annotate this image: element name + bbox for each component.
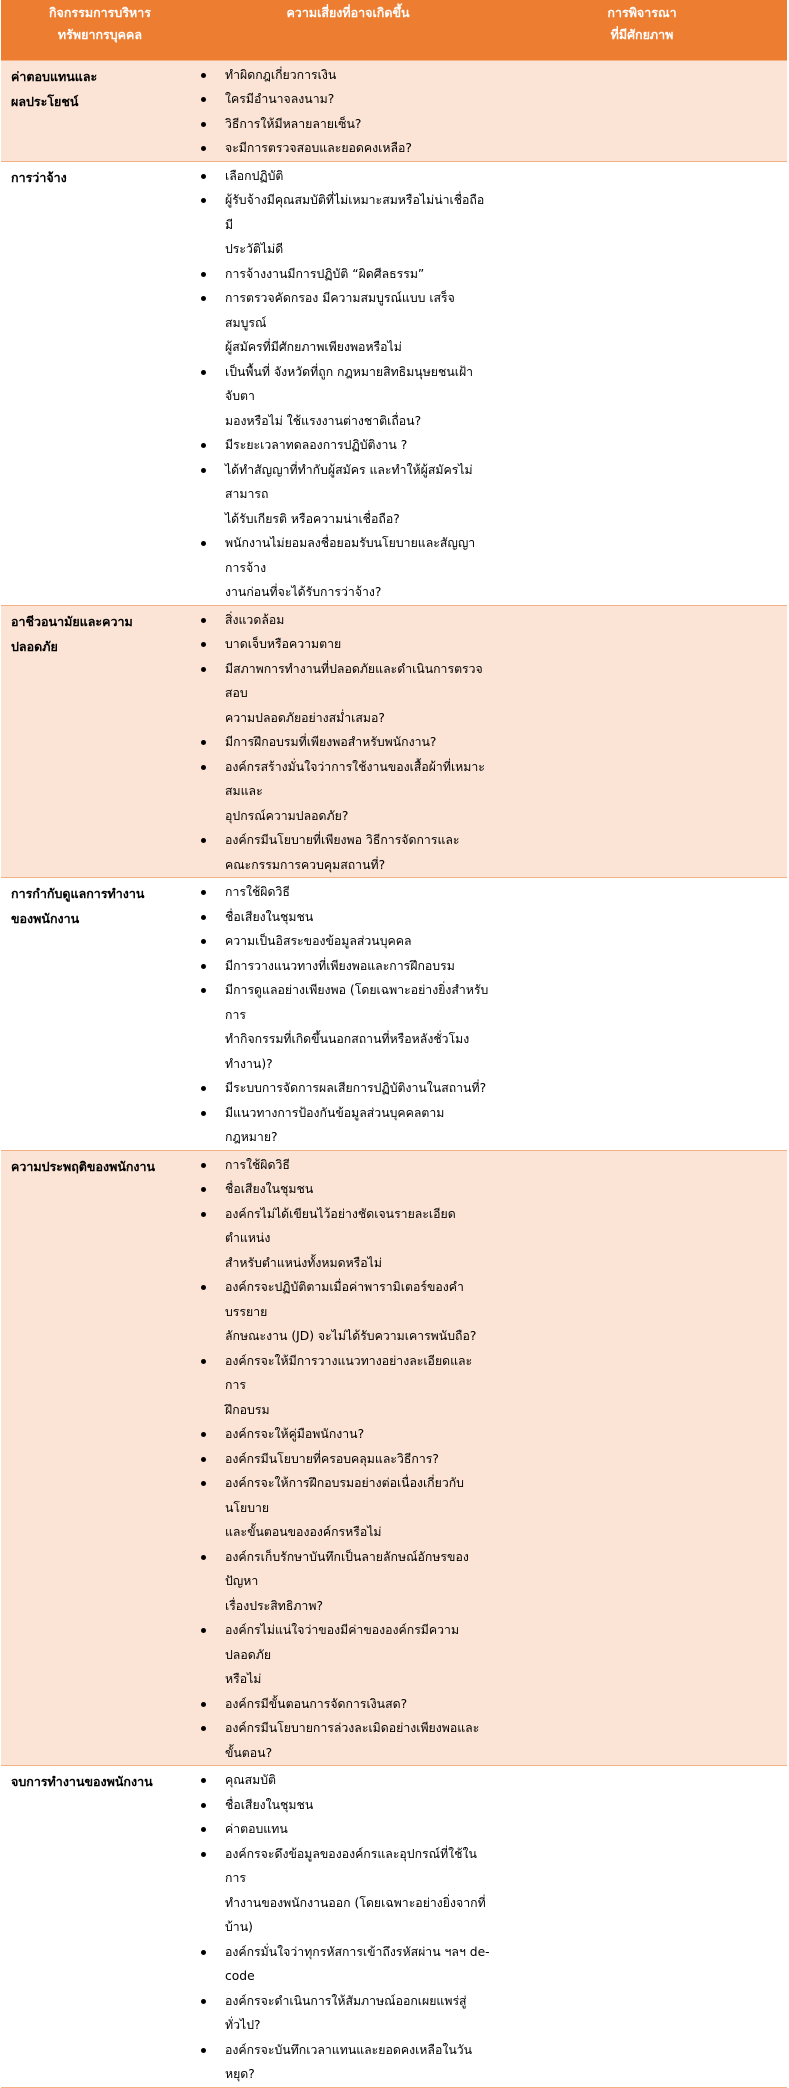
bullet-icon xyxy=(201,73,206,78)
text-line: มีสภาพการทำงานที่ปลอดภัยและดำเนินการตรวจสอบ xyxy=(225,661,483,700)
text-line: องค์กรมีนโยบายที่ครอบคลุมและวิธีการ? xyxy=(225,1451,439,1466)
text-line: ประวัติไม่ดี xyxy=(225,242,284,256)
text-line: มีการวางแนวทางที่เพียงพอและการฝึกอบรม xyxy=(225,958,455,973)
bullet-icon xyxy=(201,272,206,277)
bullet-icon xyxy=(201,1187,206,1192)
potential-considerations-cell xyxy=(497,605,787,878)
text-line: เป็นพื้นที่ จังหวัดที่ถูก กฎหมายสิทธิมนุษยชนเฝ้าจับตา xyxy=(225,364,474,403)
text-line: องค์กรจะให้การฝึกอบรมอย่างต่อเนื่องเกี่ยวกับนโยบาย xyxy=(225,1476,464,1515)
text-line: ลักษณะงาน (JD) จะไม่ได้รับความเคารพนับถือ? xyxy=(225,1329,477,1343)
bullet-icon xyxy=(201,122,206,127)
risk-list xyxy=(199,63,497,161)
hr-risk-table xyxy=(1,0,787,2088)
text-line: วิธีการให้มีหลายลายเซ็น? xyxy=(225,116,362,131)
bullet-icon xyxy=(201,296,206,301)
text-line: เรื่องประสิทธิภาพ? xyxy=(225,1598,323,1613)
bullet-icon xyxy=(201,988,206,993)
table-body xyxy=(1,60,787,2087)
table-header-row xyxy=(1,0,787,60)
text-line: ทรัพยากรบุคคล xyxy=(57,27,143,42)
bullet-icon xyxy=(201,1778,206,1783)
text-line: มีการฝึกอบรมที่เพียงพอสำหรับพนักงาน? xyxy=(225,735,437,749)
text-line: ทำผิดกฎเกี่ยวการเงิน xyxy=(225,67,337,82)
text-line: ชื่อเสียงในชุมชน xyxy=(225,1797,314,1812)
text-line: ความเป็นอิสระของข้อมูลส่วนบุคคล xyxy=(225,934,412,948)
list-item xyxy=(199,880,497,905)
potential-considerations-cell xyxy=(497,60,787,161)
bullet-icon xyxy=(201,642,206,647)
potential-considerations-cell xyxy=(497,1150,787,1766)
hr-activity-cell xyxy=(1,605,199,878)
text-line: อุปกรณ์ความปลอดภัย? xyxy=(225,808,349,823)
list-item xyxy=(199,1422,497,1447)
text-line: องค์กรสร้างมั่นใจว่าการใช้งานของเสื้อผ้าที่เหมาะสมและ xyxy=(225,759,485,798)
text-line: บาดเจ็บหรือความตาย xyxy=(225,637,342,651)
list-item xyxy=(199,1545,497,1619)
text-line: องค์กรจะให้คู่มือพนักงาน? xyxy=(225,1427,365,1441)
list-item xyxy=(199,1177,497,1202)
text-line: ทำกิจกรรมที่เกิดขึ้นนอกสถานที่หรือหลังชั่วโมงทำงาน)? xyxy=(225,1032,470,1071)
text-line: องค์กรไม่แน่ใจว่าของมีค่าขององค์กรมีความปลอดภัย xyxy=(225,1623,460,1662)
list-item xyxy=(199,188,497,262)
text-line: ชื่อเสียงในชุมชน xyxy=(225,909,314,924)
list-item xyxy=(199,136,497,161)
list-item xyxy=(199,929,497,954)
text-line: องค์กรไม่ได้เขียนไว้อย่างชัดเจนรายละเอียดตำแหน่ง xyxy=(225,1206,456,1245)
text-line: องค์กรจะปฏิบัติตามเมื่อค่าพารามิเตอร์ของคำบรรยาย xyxy=(225,1280,464,1319)
list-item xyxy=(199,433,497,458)
text-line: พนักงานไม่ยอมลงชื่อยอมรับนโยบายและสัญญาการจ้าง xyxy=(225,536,476,575)
text-line: ได้ทำสัญญาที่ทำกับผู้สมัคร และทำให้ผู้สมัครไม่สามารถ xyxy=(225,462,473,501)
text-line: ทำงานของพนักงานออก (โดยเฉพาะอย่างยิ่งจากที่บ้าน) xyxy=(225,1895,486,1934)
bullet-icon xyxy=(201,1628,206,1633)
text-line: ได้รับเกียรติ หรือความน่าเชื่อถือ? xyxy=(225,511,400,526)
text-line: มองหรือไม่ ใช้แรงงานต่างชาติเถื่อน? xyxy=(225,413,422,428)
bullet-icon xyxy=(201,667,206,672)
text-line: ความเสี่ยงที่อาจเกิดขึ้น xyxy=(286,5,410,20)
text-line: องค์กรจะให้มีการวางแนวทางอย่างละเอียดและการ xyxy=(225,1353,473,1392)
text-line: หรือไม่ xyxy=(225,1672,262,1686)
bullet-icon xyxy=(201,838,206,843)
bullet-icon xyxy=(201,1999,206,2004)
bullet-icon xyxy=(201,541,206,546)
risk-list xyxy=(199,1153,497,1766)
text-line: อาชีวอนามัยและความ xyxy=(11,613,133,629)
text-line: ฝึกอบรม xyxy=(225,1402,270,1417)
hr-activity-cell xyxy=(1,1150,199,1766)
hr-activity-cell xyxy=(1,878,199,1151)
bullet-icon xyxy=(201,97,206,102)
bullet-icon xyxy=(201,1212,206,1217)
list-item xyxy=(199,360,497,434)
hr-activity-cell xyxy=(1,60,199,161)
text-line: การตรวจคัดกรอง มีความสมบูรณ์แบบ เสร็จสมบูรณ์ xyxy=(225,291,455,330)
list-item xyxy=(199,458,497,532)
list-item xyxy=(199,1793,497,1818)
bullet-icon xyxy=(201,1726,206,1731)
text-line: ความปลอดภัยอย่างสม่ำเสมอ? xyxy=(225,710,385,725)
header-potential-risks xyxy=(199,0,497,60)
list-item xyxy=(199,1768,497,1793)
text-line: ค่าตอบแทน xyxy=(225,1822,288,1836)
text-line: เลือกปฏิบัติ xyxy=(225,168,284,183)
bullet-icon xyxy=(201,1086,206,1091)
bullet-icon xyxy=(201,1457,206,1462)
text-line: องค์กรจะดำเนินการให้สัมภาษณ์ออกเผยแพร่สู่ทั่วไป? xyxy=(225,1993,467,2032)
list-item xyxy=(199,954,497,979)
text-line: องค์กรจะดึงข้อมูลขององค์กรและอุปกรณ์ที่ใช้ในการ xyxy=(225,1846,477,1885)
text-line: ของพนักงาน xyxy=(11,911,80,926)
list-item xyxy=(199,828,497,877)
risk-list xyxy=(199,1768,497,2087)
risk-list-cell xyxy=(199,60,497,161)
bullet-icon xyxy=(201,174,206,179)
text-line: การจ้างงานมีการปฏิบัติ “ผิดศีลธรรม” xyxy=(225,266,425,281)
hr-activity-cell xyxy=(1,1766,199,2088)
text-line: องค์กรจะบันทึกเวลาแทนและยอดคงเหลือในวันหยุด? xyxy=(225,2042,473,2081)
bullet-icon xyxy=(201,618,206,623)
list-item xyxy=(199,1153,497,1178)
list-item xyxy=(199,1842,497,1940)
text-line: จบการทำงานของพนักงาน xyxy=(11,1774,153,1789)
bullet-icon xyxy=(201,146,206,151)
list-item xyxy=(199,1716,497,1765)
bullet-icon xyxy=(201,2048,206,2053)
text-line: และขั้นตอนขององค์กรหรือไม่ xyxy=(225,1525,382,1539)
bullet-icon xyxy=(201,1555,206,1560)
risk-list xyxy=(199,164,497,605)
risk-list-cell xyxy=(199,1766,497,2088)
list-item xyxy=(199,112,497,137)
list-item xyxy=(199,63,497,88)
table-row xyxy=(1,1150,787,1766)
bullet-icon xyxy=(201,198,206,203)
list-item xyxy=(199,1275,497,1349)
list-item xyxy=(199,1471,497,1545)
list-item xyxy=(199,286,497,360)
list-item xyxy=(199,632,497,657)
text-line: ชื่อเสียงในชุมชน xyxy=(225,1182,314,1196)
text-line: องค์กรมีขั้นตอนการจัดการเงินสด? xyxy=(225,1696,408,1711)
text-line: การกำกับดูแลการทำงาน xyxy=(11,886,145,901)
list-item xyxy=(199,1101,497,1150)
table-row xyxy=(1,1766,787,2088)
list-item xyxy=(199,1817,497,1842)
text-line: ขั้นตอน? xyxy=(225,1745,273,1760)
potential-considerations-cell xyxy=(497,161,787,605)
text-line: องค์กรมั่นใจว่าทุกรหัสการเข้าถึงรหัสผ่าน ฯลฯ de-code xyxy=(225,1944,490,1983)
table-row xyxy=(1,60,787,161)
risk-list-cell xyxy=(199,878,497,1151)
bullet-icon xyxy=(201,915,206,920)
risk-list-cell xyxy=(199,161,497,605)
hr-activity-cell xyxy=(1,161,199,605)
table-row xyxy=(1,161,787,605)
bullet-icon xyxy=(201,939,206,944)
bullet-icon xyxy=(201,964,206,969)
text-line: ผู้รับจ้างมีคุณสมบัติที่ไม่เหมาะสมหรือไม่น่าเชื่อถือ มี xyxy=(225,193,485,232)
text-line: สิ่งแวดล้อม xyxy=(225,612,285,627)
text-line: จะมีการตรวจสอบและยอดคงเหลือ? xyxy=(225,141,412,155)
bullet-icon xyxy=(201,1111,206,1116)
list-item xyxy=(199,1076,497,1101)
text-line: มีระยะเวลาทดลองการปฏิบัติงาน ? xyxy=(225,438,408,452)
list-item xyxy=(199,1349,497,1423)
list-item xyxy=(199,978,497,1076)
bullet-icon xyxy=(201,890,206,895)
text-line: ที่มีศักยภาพ xyxy=(610,27,674,42)
risk-list xyxy=(199,608,497,878)
text-line: สำหรับตำแหน่งทั้งหมดหรือไม่ xyxy=(225,1255,382,1270)
header-potential-considerations xyxy=(497,0,787,60)
list-item xyxy=(199,87,497,112)
list-item xyxy=(199,1618,497,1692)
list-item xyxy=(199,531,497,605)
text-line: การใช้ผิดวิธี xyxy=(225,1157,290,1172)
text-line: องค์กรเก็บรักษาบันทึกเป็นลายลักษณ์อักษรของปัญหา xyxy=(225,1549,469,1588)
text-line: ใครมีอำนาจลงนาม? xyxy=(225,92,335,106)
list-item xyxy=(199,164,497,189)
bullet-icon xyxy=(201,468,206,473)
text-line: การพิจารณา xyxy=(607,5,677,20)
risk-list xyxy=(199,880,497,1150)
text-line: การใช้ผิดวิธี xyxy=(225,885,290,899)
list-item xyxy=(199,1692,497,1717)
text-line: องค์กรมีนโยบายที่เพียงพอ วิธีการจัดการและ xyxy=(225,833,460,847)
bullet-icon xyxy=(201,1163,206,1168)
list-item xyxy=(199,755,497,829)
text-line: ความประพฤติของพนักงาน xyxy=(11,1158,156,1174)
list-item xyxy=(199,1989,497,2038)
list-item xyxy=(199,608,497,633)
risk-list-cell xyxy=(199,605,497,878)
potential-considerations-cell xyxy=(497,878,787,1151)
list-item xyxy=(199,657,497,731)
bullet-icon xyxy=(201,1481,206,1486)
list-item xyxy=(199,2038,497,2087)
text-line: องค์กรมีนโยบายการล่วงละเมิดอย่างเพียงพอและ xyxy=(225,1721,480,1735)
bullet-icon xyxy=(201,1359,206,1364)
text-line: ค่าตอบแทนและ xyxy=(11,68,98,84)
bullet-icon xyxy=(201,1285,206,1290)
bullet-icon xyxy=(201,740,206,745)
text-line: คุณสมบัติ xyxy=(225,1773,277,1787)
text-line: ผลประโยชน์ xyxy=(11,93,79,109)
header-hr-activity xyxy=(1,0,199,60)
risk-list-cell xyxy=(199,1150,497,1766)
list-item xyxy=(199,1447,497,1472)
text-line: การว่าจ้าง xyxy=(11,169,67,185)
list-item xyxy=(199,1202,497,1276)
text-line: มีระบบการจัดการผลเสียการปฏิบัติงานในสถานที่? xyxy=(225,1081,487,1095)
list-item xyxy=(199,905,497,930)
bullet-icon xyxy=(201,1852,206,1857)
text-line: กิจกรรมการบริหาร xyxy=(48,5,152,20)
list-item xyxy=(199,262,497,287)
bullet-icon xyxy=(201,1950,206,1955)
text-line: งานก่อนที่จะได้รับการว่าจ้าง? xyxy=(225,585,382,599)
bullet-icon xyxy=(201,1803,206,1808)
bullet-icon xyxy=(201,1432,206,1437)
text-line: ปลอดภัย xyxy=(11,638,58,654)
table-row xyxy=(1,605,787,878)
bullet-icon xyxy=(201,1827,206,1832)
bullet-icon xyxy=(201,443,206,448)
potential-considerations-cell xyxy=(497,1766,787,2088)
text-line: มีการดูแลอย่างเพียงพอ (โดยเฉพาะอย่างยิ่งสำหรับการ xyxy=(225,983,489,1022)
bullet-icon xyxy=(201,1702,206,1707)
table-row xyxy=(1,878,787,1151)
bullet-icon xyxy=(201,765,206,770)
bullet-icon xyxy=(201,370,206,375)
text-line: มีแนวทางการป้องกันข้อมูลส่วนบุคคลตามกฎหมาย? xyxy=(225,1105,445,1144)
list-item xyxy=(199,1940,497,1989)
text-line: คณะกรรมการควบคุมสถานที่? xyxy=(225,857,386,872)
list-item xyxy=(199,730,497,755)
text-line: ผู้สมัครที่มีศักยภาพเพียงพอหรือไม่ xyxy=(225,340,402,354)
